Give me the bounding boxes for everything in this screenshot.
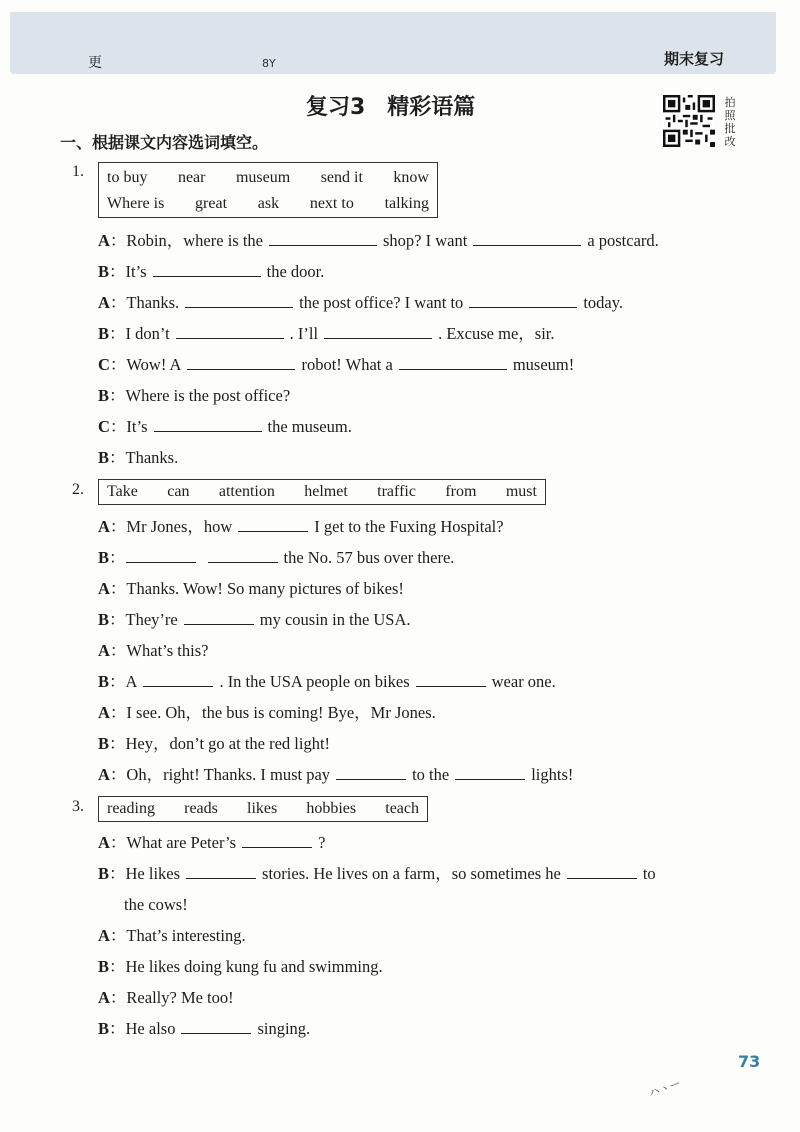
word-choice: must	[505, 483, 537, 500]
dialogue-text: Thanks.	[126, 293, 180, 312]
qr-code-icon[interactable]	[663, 95, 715, 147]
word-box-1	[98, 162, 438, 218]
dialogue-text: Mr Jones，how	[126, 517, 233, 536]
dialogue-text: the post office? I want to	[299, 293, 464, 312]
dialogue-line: B：They’re my cousin in the USA.	[98, 610, 411, 629]
word-choice: reads	[184, 800, 218, 817]
word-choice: know	[393, 169, 429, 186]
dialogue-text: Thanks.	[125, 448, 179, 467]
dialogue-text: He likes	[125, 864, 181, 883]
dialogue-text: I see. Oh，the bus is coming! Bye，Mr Jones.	[126, 703, 436, 722]
dialogue-line: C：Wow! A robot! What a museum!	[98, 355, 575, 374]
dialogue-line: A：What’s this?	[98, 641, 209, 660]
dialogue-text: Oh，right! Thanks. I must pay	[126, 765, 331, 784]
speaker-label: A	[98, 641, 110, 660]
speaker-label: B	[98, 262, 110, 281]
question-number-2: 2.	[72, 481, 84, 498]
answer-blank[interactable]	[143, 671, 213, 687]
header-code: 8Y	[262, 57, 276, 70]
dialogue-text: Where is the post office?	[125, 386, 291, 405]
dialogue-text: . Excuse me，sir.	[438, 324, 555, 343]
dialogue-line: C：It’s the museum.	[98, 417, 352, 436]
word-choice: reading	[107, 800, 155, 817]
dialogue-text: singing.	[257, 1019, 311, 1038]
dialogue-text: What are Peter’s	[126, 833, 237, 852]
answer-blank[interactable]	[208, 547, 278, 563]
question-number-3: 3.	[72, 798, 84, 815]
word-box-3	[98, 796, 428, 822]
dialogue-text: Really? Me too!	[126, 988, 234, 1007]
dialogue-line: A：Mr Jones，how I get to the Fuxing Hospital?	[98, 517, 504, 536]
speaker-label: B	[98, 386, 110, 405]
dialogue-line: B：He also singing.	[98, 1019, 311, 1038]
dialogue-text: A	[125, 672, 138, 691]
speaker-label: A	[98, 231, 110, 250]
dialogue-text: stories. He lives on a farm，so sometimes he	[262, 864, 561, 883]
word-choice: likes	[247, 800, 278, 817]
dialogue-line: A：Thanks. the post office? I want to today.	[98, 293, 624, 312]
dialogue-text: the museum.	[267, 417, 352, 436]
speaker-label: C	[98, 355, 110, 374]
answer-blank[interactable]	[336, 764, 406, 780]
answer-blank[interactable]	[184, 609, 254, 625]
speaker-label: A	[98, 833, 110, 852]
word-choice: send it	[320, 169, 363, 186]
dialogue-line: A：That’s interesting.	[98, 926, 246, 945]
dialogue-text: He likes doing kung fu and swimming.	[125, 957, 383, 976]
speaker-label: B	[98, 672, 110, 691]
speaker-label: B	[98, 864, 110, 883]
speaker-label: B	[98, 957, 110, 976]
speaker-label: A	[98, 926, 110, 945]
header-left-text: 更	[88, 55, 102, 71]
dialogue-text: to	[642, 864, 656, 883]
dialogue-text: Hey，don’t go at the red light!	[125, 734, 331, 753]
dialogue-line: B：Thanks.	[98, 448, 179, 467]
page-title: 复习3 精彩语篇	[306, 95, 476, 120]
speaker-label: A	[98, 703, 110, 722]
answer-blank[interactable]	[176, 323, 284, 339]
dialogue-text: my cousin in the USA.	[259, 610, 411, 629]
dialogue-text: today.	[583, 293, 624, 312]
dialogue-text: the cows!	[124, 895, 188, 914]
word-choice: great	[195, 195, 228, 212]
speaker-label: B	[98, 1019, 110, 1038]
speaker-label: B	[98, 610, 110, 629]
dialogue-text: a postcard.	[587, 231, 659, 250]
dialogue-text: shop? I want	[382, 231, 468, 250]
word-choice: near	[177, 169, 206, 186]
word-choice: museum	[235, 169, 291, 186]
dialogue-text: That’s interesting.	[126, 926, 246, 945]
word-choice: teach	[385, 800, 419, 817]
answer-blank[interactable]	[126, 547, 196, 563]
dialogue-text: I don’t	[125, 324, 170, 343]
dialogue-text: What’s this?	[126, 641, 209, 660]
answer-blank[interactable]	[473, 230, 581, 246]
dialogue-text: Thanks. Wow! So many pictures of bikes!	[126, 579, 404, 598]
dialogue-text: Robin，where is the	[126, 231, 263, 250]
word-choice: Where is	[107, 195, 165, 212]
speaker-label: A	[98, 765, 110, 784]
answer-blank[interactable]	[187, 354, 295, 370]
word-choice: Take	[107, 483, 138, 500]
dialogue-line: B：A . In the USA people on bikes wear one.	[98, 672, 556, 691]
dialogue-text: museum!	[512, 355, 575, 374]
header-section-label: 期末复习	[664, 50, 725, 68]
word-choice: ask	[257, 195, 280, 212]
page-number: 73	[738, 1052, 761, 1071]
dialogue-text: wear one.	[491, 672, 556, 691]
dialogue-line: B：He likes doing kung fu and swimming.	[98, 957, 383, 976]
answer-blank[interactable]	[324, 323, 432, 339]
dialogue-line	[124, 893, 188, 917]
answer-blank[interactable]	[153, 261, 261, 277]
dialogue-text: He also	[125, 1019, 176, 1038]
dialogue-text: . I’ll	[289, 324, 319, 343]
handwritten-scribble: ハヽー	[646, 1076, 683, 1101]
dialogue-line: A：Really? Me too!	[98, 988, 234, 1007]
answer-blank[interactable]	[455, 764, 525, 780]
speaker-label: B	[98, 548, 110, 567]
dialogue-line: A：Robin，where is the shop? I want a postcard.	[98, 231, 659, 250]
dialogue-line: B：I don’t . I’ll . Excuse me，sir.	[98, 324, 555, 343]
dialogue-text: I get to the Fuxing Hospital?	[314, 517, 504, 536]
header-band	[10, 12, 776, 74]
question-number-1: 1.	[72, 163, 84, 180]
dialogue-line: A：What are Peter’s ?	[98, 833, 326, 852]
dialogue-line: B：Hey，don’t go at the red light!	[98, 734, 331, 753]
dialogue-text: ?	[318, 833, 326, 852]
speaker-label: C	[98, 417, 110, 436]
speaker-label: B	[98, 448, 110, 467]
dialogue-text: to the	[412, 765, 450, 784]
answer-blank[interactable]	[238, 516, 308, 532]
dialogue-text: robot! What a	[301, 355, 393, 374]
word-choice: traffic	[377, 483, 416, 500]
answer-blank[interactable]	[269, 230, 377, 246]
dialogue-line: A：Oh，right! Thanks. I must pay to the lights!	[98, 765, 574, 784]
answer-blank[interactable]	[567, 863, 637, 879]
dialogue-text: . In the USA people on bikes	[219, 672, 410, 691]
answer-blank[interactable]	[399, 354, 507, 370]
word-choice: can	[167, 483, 190, 500]
dialogue-line: B：He likes stories. He lives on a farm，so sometimes he to	[98, 864, 656, 883]
speaker-label: B	[98, 324, 110, 343]
word-choice: attention	[218, 483, 275, 500]
dialogue-text: It’s	[125, 262, 147, 281]
dialogue-line: A：Thanks. Wow! So many pictures of bikes!	[98, 579, 404, 598]
dialogue-text: Wow! A	[126, 355, 182, 374]
answer-blank[interactable]	[154, 416, 262, 432]
dialogue-text: the door.	[266, 262, 325, 281]
answer-blank[interactable]	[181, 1018, 251, 1034]
word-box-2	[98, 479, 546, 505]
word-choice: from	[445, 483, 477, 500]
answer-blank[interactable]	[186, 863, 256, 879]
dialogue-text: lights!	[531, 765, 574, 784]
answer-blank[interactable]	[416, 671, 486, 687]
word-choice: hobbies	[306, 800, 357, 817]
dialogue-line: A：I see. Oh，the bus is coming! Bye，Mr Jones.	[98, 703, 436, 722]
word-choice: helmet	[304, 483, 348, 500]
dialogue-line: B：It’s the door.	[98, 262, 325, 281]
dialogue-text: the No. 57 bus over there.	[283, 548, 455, 567]
speaker-label: B	[98, 734, 110, 753]
section-heading: 一、根据课文内容选词填空。	[60, 133, 269, 152]
word-choice: to buy	[107, 169, 148, 186]
speaker-label: A	[98, 988, 110, 1007]
dialogue-line: B：Where is the post office?	[98, 386, 291, 405]
qr-label: 拍照批改	[724, 96, 736, 148]
speaker-label: A	[98, 579, 110, 598]
word-choice: talking	[384, 195, 429, 212]
dialogue-text: They’re	[125, 610, 178, 629]
dialogue-line: B： the No. 57 bus over there.	[98, 548, 455, 567]
answer-blank[interactable]	[185, 292, 293, 308]
dialogue-text: It’s	[126, 417, 148, 436]
speaker-label: A	[98, 293, 110, 312]
speaker-label: A	[98, 517, 110, 536]
answer-blank[interactable]	[242, 832, 312, 848]
word-choice: next to	[309, 195, 354, 212]
answer-blank[interactable]	[469, 292, 577, 308]
